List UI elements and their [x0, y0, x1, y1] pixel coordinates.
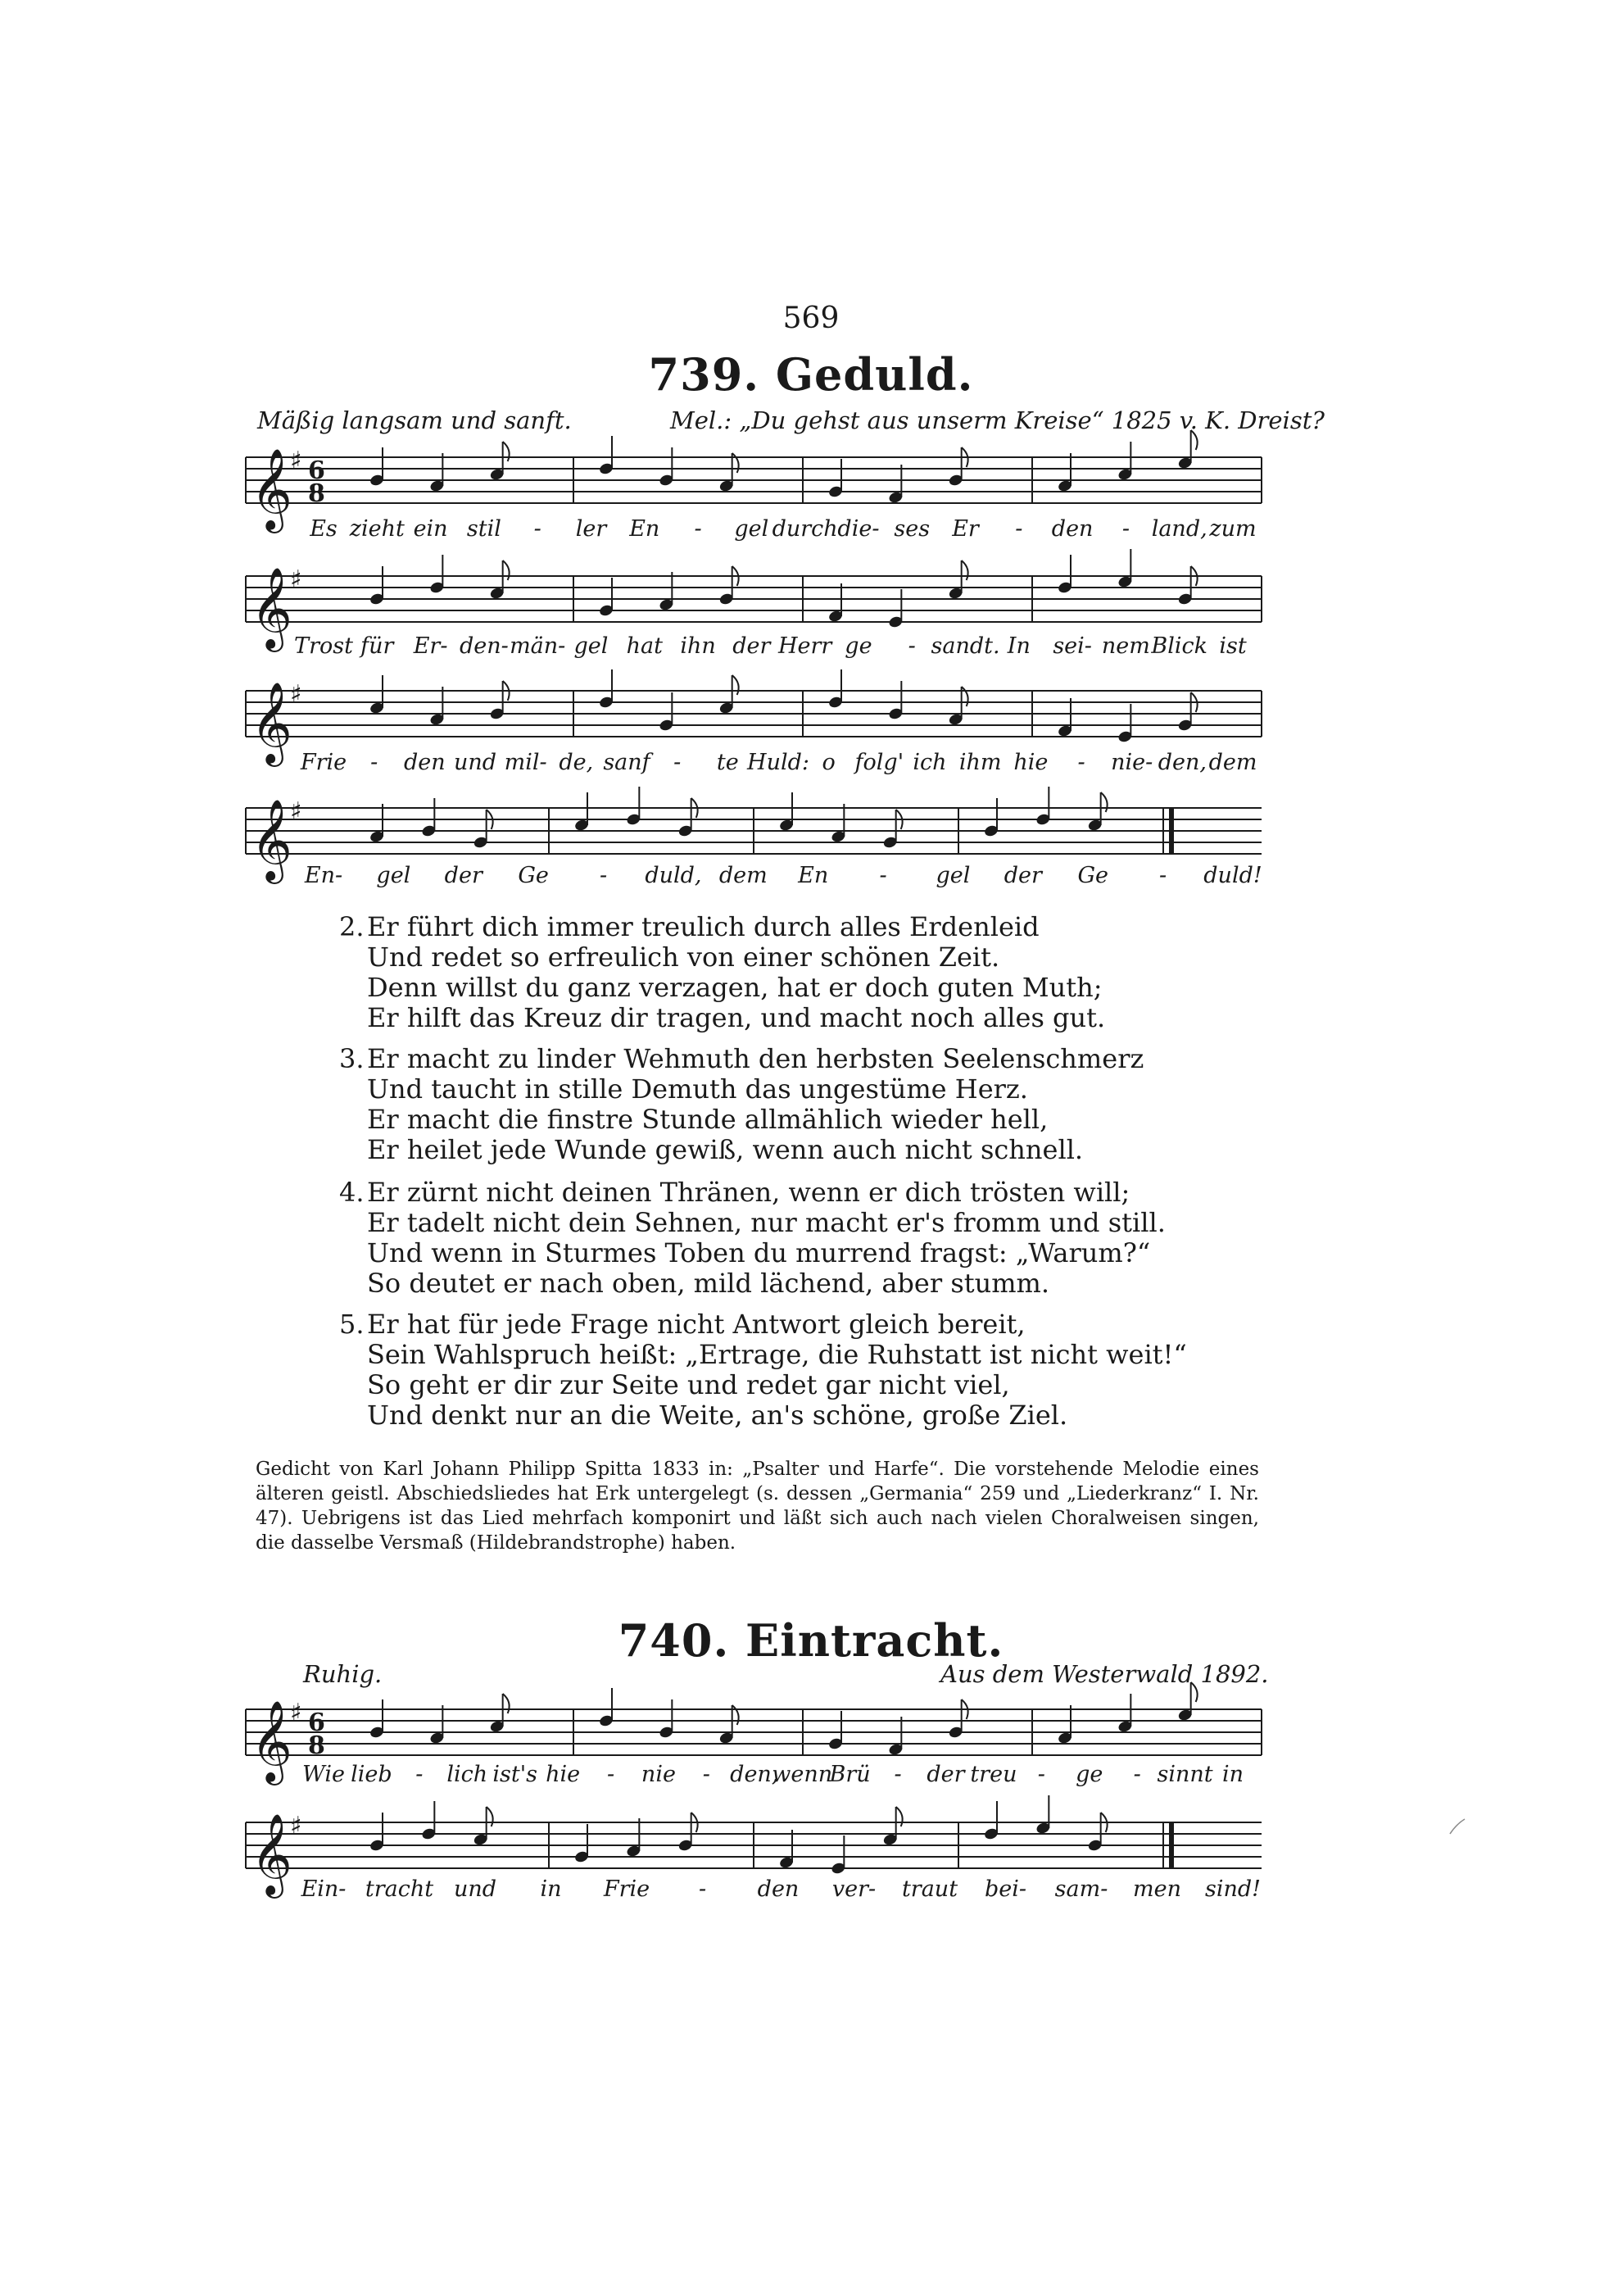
lyric-syllable: in: [540, 1876, 562, 1902]
lyric-syllable: män-: [510, 633, 566, 659]
lyric-syllable: bei-: [984, 1876, 1027, 1902]
stanza-line: Er macht die finstre Stunde allmählich wieder hell,: [367, 1104, 1049, 1135]
stanza-2: [339, 911, 1268, 1033]
lyric-syllable: ver-: [831, 1876, 877, 1902]
lyrics-line-739-3: [246, 750, 1262, 779]
stanza-line: Und taucht in stille Demuth das ungestüme Herz.: [367, 1073, 1028, 1105]
footnote: Gedicht von Karl Johann Philipp Spitta 1833 in: „Psalter und Harfe“. Die vorstehende Melodie eines älteren geistl. Abschiedsliedes hat Erk untergelegt (s. dessen „Germania“ 259 und „Liederkranz“ I. Nr. 47). Uebrigens ist das Lied mehrfach komponirt und läßt sich auch nach vielen Choralweisen singen, die dasselbe Versmaß (Hildebrandstrophe) haben.: [256, 1459, 1259, 1554]
lyric-syllable: sanf: [603, 750, 650, 775]
lyrics-line-739-2: [246, 633, 1262, 663]
lyric-syllable: gel: [573, 633, 609, 659]
treble-clef-icon: 𝄞: [251, 1700, 292, 1782]
lyrics-line-740-2: [246, 1876, 1262, 1906]
lyric-syllable: gel: [734, 516, 769, 542]
lyric-syllable: ge: [1076, 1762, 1103, 1787]
lyric-syllable: -: [698, 1876, 707, 1902]
lyric-syllable: sei-: [1053, 633, 1092, 659]
note-flag: [962, 687, 968, 706]
stanza-number: 2.: [339, 911, 365, 942]
lyric-syllable: sinnt: [1157, 1762, 1213, 1787]
lyric-syllable: ses: [894, 516, 931, 542]
lyric-syllable: ein: [413, 516, 448, 542]
lyric-syllable: tracht: [365, 1876, 434, 1902]
pencil-mark: [1448, 1817, 1466, 1835]
lyric-syllable: der: [1004, 863, 1042, 888]
lyric-syllable: En: [798, 863, 829, 888]
stanza-line: Er tadelt nicht dein Sehnen, nur macht er's fromm und still.: [367, 1207, 1166, 1238]
lyric-syllable: Herr: [777, 633, 832, 659]
lyric-syllable: -: [599, 863, 608, 888]
stanza-3: [339, 1043, 1268, 1165]
lyric-syllable: o: [822, 750, 836, 775]
lyric-syllable: ihm: [958, 750, 1002, 775]
note-flag: [1191, 430, 1198, 450]
lyric-syllable: Ge: [518, 863, 549, 888]
lyric-syllable: -: [694, 516, 702, 542]
stanza-line: Er heilet jede Wunde gewiß, wenn auch nicht schnell.: [367, 1134, 1084, 1165]
lyric-syllable: ge: [845, 633, 872, 659]
lyric-syllable: traut: [901, 1876, 958, 1902]
lyric-syllable: durch: [772, 516, 838, 542]
lyric-syllable: -: [533, 516, 541, 542]
lyric-syllable: stil: [466, 516, 501, 542]
music-staff-740-2: [246, 1791, 1262, 1895]
lyric-syllable: -: [1015, 516, 1023, 542]
lyric-syllable: -: [702, 1762, 710, 1787]
note-flag: [503, 442, 510, 461]
lyric-syllable: Ein-: [301, 1876, 347, 1902]
lyric-syllable: wenn: [772, 1762, 833, 1787]
lyric-syllable: -: [1121, 516, 1130, 542]
lyric-syllable: Er-: [413, 633, 448, 659]
tempo-marking-739: Mäßig langsam und sanft.: [257, 406, 572, 434]
lyric-syllable: Trost: [294, 633, 353, 659]
song-title-740: 740. Eintracht.: [618, 1614, 1004, 1667]
key-signature-sharp-icon: ♯: [290, 447, 302, 475]
melody-source-739: Mel.: „Du gehst aus unserm Kreise“ 1825 v. K. Dreist?: [670, 406, 1325, 434]
lyric-syllable: -: [370, 750, 378, 775]
lyric-syllable: En: [629, 516, 660, 542]
stanza-5: [339, 1309, 1268, 1431]
lyrics-line-739-4: [246, 863, 1262, 892]
lyric-syllable: sandt.: [931, 633, 1000, 659]
lyric-syllable: den-: [459, 633, 509, 659]
lyric-syllable: -: [908, 633, 916, 659]
lyric-syllable: den,: [730, 1762, 779, 1787]
time-signature-top: 6: [308, 1708, 325, 1737]
lyric-syllable: lieb: [351, 1762, 392, 1787]
lyric-syllable: -: [415, 1762, 424, 1787]
lyric-syllable: lich: [446, 1762, 488, 1787]
lyric-syllable: nem: [1101, 633, 1150, 659]
key-signature-sharp-icon: ♯: [290, 680, 302, 709]
lyric-syllable: nie-: [1111, 750, 1153, 775]
page-number: 569: [782, 302, 840, 335]
lyric-syllable: Er: [952, 516, 979, 542]
lyric-syllable: gel: [936, 863, 971, 888]
lyric-syllable: der: [732, 633, 771, 659]
lyric-syllable: -: [1077, 750, 1085, 775]
lyric-syllable: den,: [1158, 750, 1207, 775]
stanza-line: So geht er dir zur Seite und redet gar nicht viel,: [367, 1369, 1010, 1400]
lyric-syllable: Blick: [1151, 633, 1208, 659]
lyric-syllable: Es: [310, 516, 338, 542]
lyric-syllable: dem: [1208, 750, 1257, 775]
lyric-syllable: ist: [1219, 633, 1247, 659]
lyric-syllable: ich: [913, 750, 947, 775]
stanza-line: Er zürnt nicht deinen Thränen, wenn er dich trösten will;: [367, 1177, 1130, 1208]
lyric-syllable: -: [606, 1762, 615, 1787]
stanza-line: Sein Wahlspruch heißt: „Ertrage, die Ruhstatt ist nicht weit!“: [367, 1339, 1187, 1370]
lyric-syllable: der: [444, 863, 483, 888]
lyric-syllable: de,: [559, 750, 594, 775]
lyric-syllable: -: [1037, 1762, 1045, 1787]
lyrics-line-739-1: [246, 516, 1262, 546]
stanza-line: Er hilft das Kreuz dir tragen, und macht noch alles gut.: [367, 1002, 1106, 1033]
lyric-syllable: -: [673, 750, 682, 775]
lyric-syllable: für: [360, 633, 394, 659]
stanza-number: 4.: [339, 1177, 365, 1208]
lyric-syllable: Wie: [302, 1762, 345, 1787]
lyric-syllable: -: [879, 863, 887, 888]
song-title-739: 739. Geduld.: [648, 348, 974, 401]
lyric-syllable: sam-: [1054, 1876, 1108, 1902]
lyric-syllable: te: [716, 750, 739, 775]
stanza-line: Denn willst du ganz verzagen, hat er doch guten Muth;: [367, 972, 1103, 1003]
lyric-syllable: Frie: [603, 1876, 650, 1902]
note-flag: [1191, 1682, 1198, 1702]
stanza-number: 5.: [339, 1309, 365, 1340]
lyric-syllable: in: [1221, 1762, 1244, 1787]
note-flag: [896, 1807, 903, 1826]
lyric-syllable: treu: [970, 1762, 1017, 1787]
lyric-syllable: duld,: [645, 863, 702, 888]
lyric-syllable: nie: [641, 1762, 676, 1787]
stanza-line: Er führt dich immer treulich durch alles Erdenleid: [367, 911, 1040, 942]
lyric-syllable: land,: [1151, 516, 1207, 542]
treble-clef-icon: 𝄞: [251, 567, 292, 649]
lyric-syllable: zieht: [349, 516, 405, 542]
lyric-syllable: die-: [837, 516, 880, 542]
time-signature-bottom: 8: [308, 479, 325, 508]
melody-source-740: Aus dem Westerwald 1892.: [940, 1660, 1269, 1688]
key-signature-sharp-icon: ♯: [290, 797, 302, 826]
lyric-syllable: -: [1159, 863, 1167, 888]
lyric-syllable: hie: [546, 1762, 581, 1787]
lyric-syllable: den: [757, 1876, 800, 1902]
key-signature-sharp-icon: ♯: [290, 1812, 302, 1840]
lyric-syllable: den: [1051, 516, 1094, 542]
lyric-syllable: dem: [718, 863, 768, 888]
lyric-syllable: und: [453, 1876, 497, 1902]
key-signature-sharp-icon: ♯: [290, 1699, 302, 1727]
note-flag: [503, 1694, 510, 1713]
lyric-syllable: folg': [854, 750, 904, 775]
stanza-line: Er macht zu linder Wehmuth den herbsten Seelenschmerz: [367, 1043, 1144, 1074]
note-flag: [732, 453, 739, 473]
note-flag: [962, 560, 968, 580]
treble-clef-icon: 𝄞: [251, 448, 292, 530]
lyric-syllable: hat: [626, 633, 663, 659]
lyric-syllable: den: [404, 750, 446, 775]
note-flag: [503, 560, 510, 580]
lyric-syllable: En-: [304, 863, 343, 888]
lyric-syllable: In: [1007, 633, 1031, 659]
note-flag: [732, 1705, 739, 1725]
note-flag: [732, 675, 739, 695]
stanza-line: So deutet er nach oben, mild lächend, aber stumm.: [367, 1268, 1050, 1299]
lyric-syllable: men: [1133, 1876, 1181, 1902]
stanza-line: Und denkt nur an die Weite, an's schöne, große Ziel.: [367, 1400, 1068, 1431]
note-flag: [487, 1807, 493, 1826]
lyric-syllable: -: [1133, 1762, 1141, 1787]
note-flag: [1101, 792, 1108, 812]
lyric-syllable: mil-: [504, 750, 547, 775]
lyric-syllable: Brü: [829, 1762, 871, 1787]
stanza-4: [339, 1177, 1268, 1299]
time-signature-top: 6: [308, 456, 325, 485]
lyrics-line-740-1: [246, 1762, 1262, 1791]
lyric-syllable: hie: [1013, 750, 1049, 775]
lyric-syllable: Huld:: [747, 750, 809, 775]
stanza-line: Und wenn in Sturmes Toben du murrend fragst: „Warum?“: [367, 1237, 1151, 1268]
lyric-syllable: Frie: [300, 750, 347, 775]
time-signature-bottom: 8: [308, 1731, 325, 1760]
stanza-number: 3.: [339, 1043, 365, 1074]
lyric-syllable: duld!: [1203, 863, 1262, 888]
lyric-syllable: ist's: [492, 1762, 537, 1787]
lyric-syllable: Ge: [1077, 863, 1108, 888]
lyric-syllable: und: [453, 750, 497, 775]
stanza-line: Und redet so erfreulich von einer schönen Zeit.: [367, 942, 1000, 973]
lyric-syllable: gel: [376, 863, 411, 888]
treble-clef-icon: 𝄞: [251, 682, 292, 764]
lyric-syllable: sind!: [1204, 1876, 1262, 1902]
lyric-syllable: der: [927, 1762, 965, 1787]
stanza-line: Er hat für jede Frage nicht Antwort gleich bereit,: [367, 1309, 1026, 1340]
key-signature-sharp-icon: ♯: [290, 565, 302, 594]
treble-clef-icon: 𝄞: [251, 799, 292, 881]
lyric-syllable: zum: [1209, 516, 1257, 542]
lyric-syllable: ihn: [680, 633, 716, 659]
tempo-marking-740: Ruhig.: [303, 1660, 383, 1688]
lyric-syllable: -: [894, 1762, 902, 1787]
lyric-syllable: ler: [575, 516, 607, 542]
treble-clef-icon: 𝄞: [251, 1813, 292, 1895]
